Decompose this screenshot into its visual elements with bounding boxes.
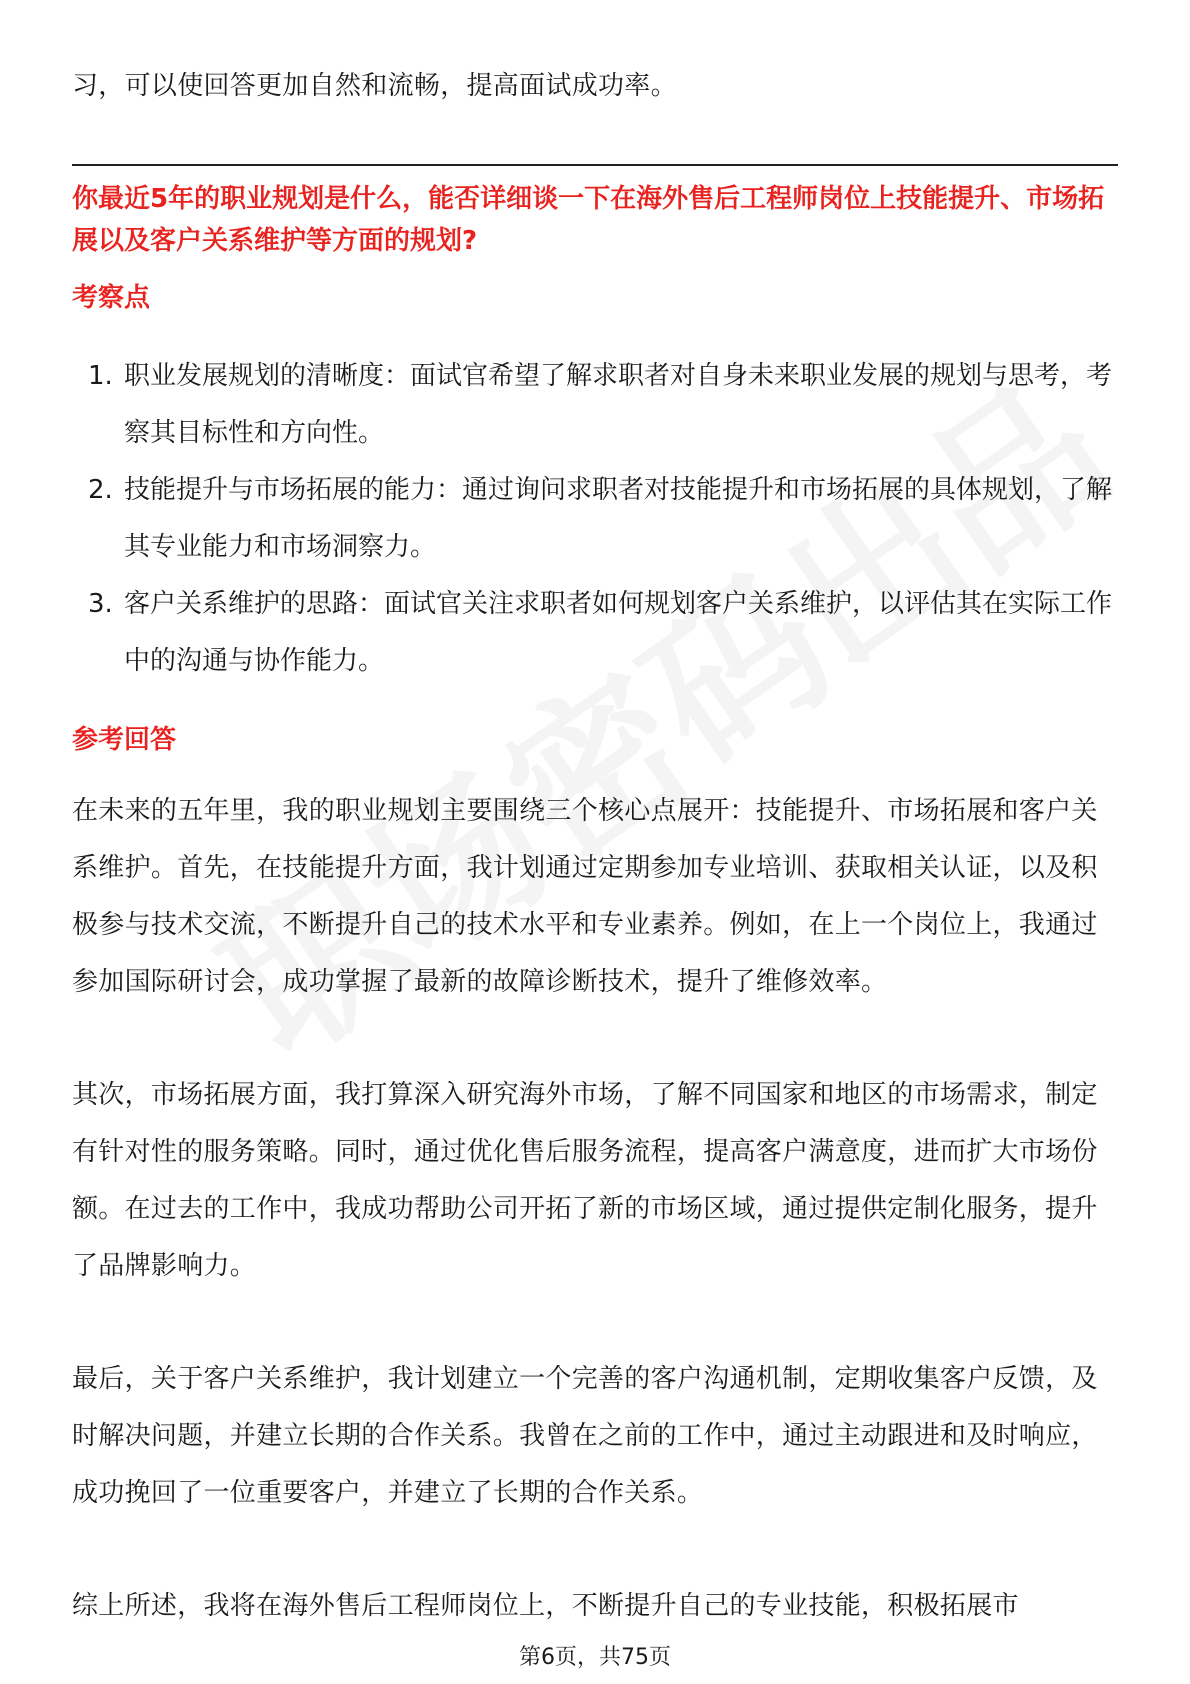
answer-paragraph: 在未来的五年里，我的职业规划主要围绕三个核心点展开：技能提升、市场拓展和客户关系维护。首先，在技能提升方面，我计划通过定期参加专业培训、获取相关认证，以及积极参与技术交流，不断提升自己的技术水平和专业素养。例如，在上一个岗位上，我通过参加国际研讨会，成功掌握了最新的故障诊断技术，提升了维修效率。 (72, 796, 1098, 997)
list-item (72, 576, 1118, 690)
list-item-number: 1. (88, 361, 113, 391)
reference-answer (72, 783, 1118, 1635)
list-item-text: 客户关系维护的思路：面试官关注求职者如何规划客户关系维护，以评估其在实际工作中的沟通与协作能力。 (124, 589, 1113, 676)
answer-paragraph: 最后，关于客户关系维护，我计划建立一个完善的客户沟通机制，定期收集客户反馈，及时解决问题，并建立长期的合作关系。我曾在之前的工作中，通过主动跟进和及时响应，成功挽回了一位重要客户，并建立了长期的合作关系。 (72, 1364, 1098, 1508)
list-item (72, 348, 1118, 462)
section-heading-examination-points: 考察点 (72, 283, 151, 313)
list-item-number: 2. (88, 475, 113, 505)
section-heading-reference-answer: 参考回答 (72, 725, 177, 755)
examination-points-list (72, 348, 1118, 690)
page-number-footer: 第6页，共75页 (519, 1645, 671, 1670)
list-item-text: 职业发展规划的清晰度：面试官希望了解求职者对自身未来职业发展的规划与思考，考察其目标性和方向性。 (124, 361, 1113, 448)
list-item-number: 3. (88, 589, 113, 619)
carryover-paragraph: 习，可以使回答更加自然和流畅，提高面试成功率。 (72, 71, 677, 101)
answer-paragraph: 综上所述，我将在海外售后工程师岗位上，不断提升自己的专业技能，积极拓展市 (72, 1591, 1019, 1621)
list-item (72, 462, 1118, 576)
question-heading: 你最近5年的职业规划是什么，能否详细谈一下在海外售后工程师岗位上技能提升、市场拓展以及客户关系维护等方面的规划? (72, 184, 1105, 256)
section-divider (72, 164, 1118, 166)
answer-paragraph: 其次，市场拓展方面，我打算深入研究海外市场，了解不同国家和地区的市场需求，制定有针对性的服务策略。同时，通过优化售后服务流程，提高客户满意度，进而扩大市场份额。在过去的工作中，我成功帮助公司开拓了新的市场区域，通过提供定制化服务，提升了品牌影响力。 (72, 1080, 1098, 1281)
list-item-text: 技能提升与市场拓展的能力：通过询问求职者对技能提升和市场拓展的具体规划，了解其专业能力和市场洞察力。 (124, 475, 1113, 562)
